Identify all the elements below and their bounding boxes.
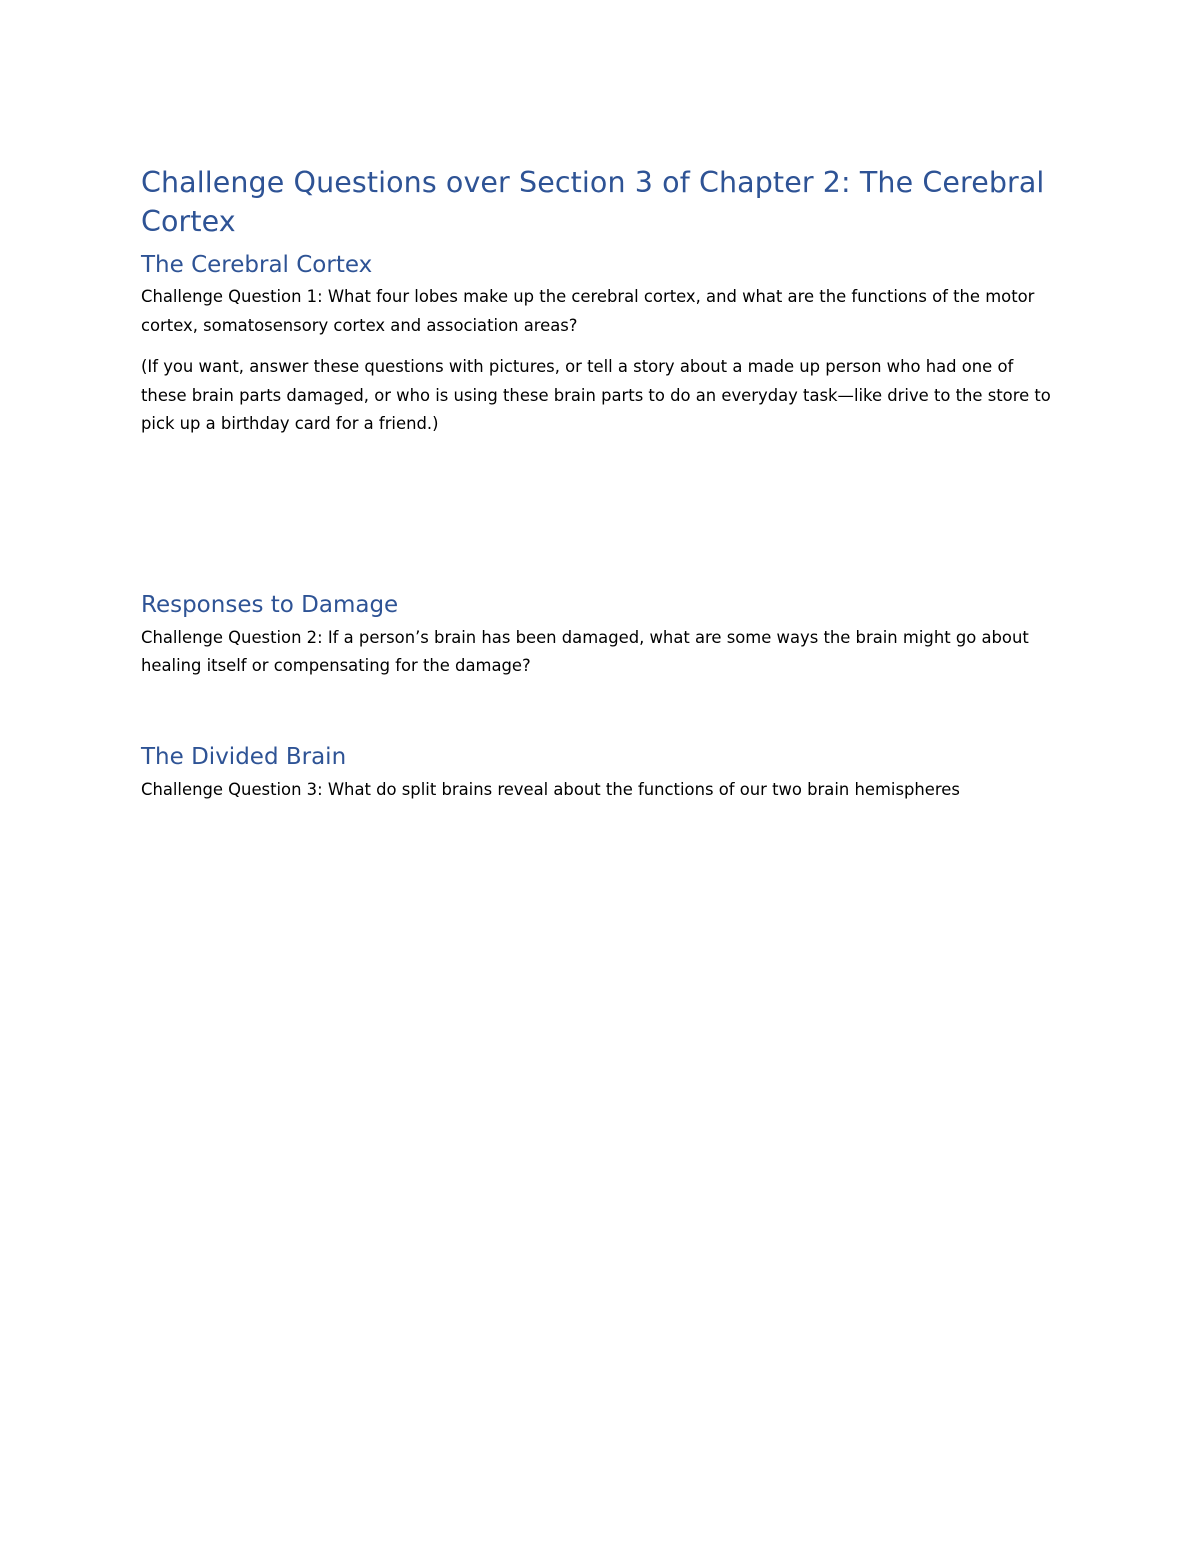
section-heading-cerebral-cortex: The Cerebral Cortex bbox=[141, 252, 373, 278]
document-body bbox=[141, 163, 1061, 804]
section-heading-divided-brain: The Divided Brain bbox=[141, 743, 347, 770]
document-title: Challenge Questions over Section 3 of Chapter 2: The Cerebral Cortex bbox=[141, 166, 1045, 238]
question-text: If a person’s brain has been damaged, what are some ways the brain might go about healing itself or compensating for the damage? bbox=[141, 627, 1029, 675]
question-text: What four lobes make up the cerebral cortex, and what are the functions of the motor cortex, somatosensory cortex and association areas? bbox=[141, 287, 1035, 335]
question-text: What do split brains reveal about the functions of our two brain hemispheres bbox=[322, 779, 960, 799]
challenge-question-1 bbox=[141, 283, 1061, 340]
question-label: Challenge Question 1: bbox=[141, 287, 323, 306]
question-label: Challenge Question 3: bbox=[141, 779, 323, 799]
answer-suggestion-note: (If you want, answer these questions with pictures, or tell a story about a made up person who had one of these brain parts damaged, or who is using these brain parts to do an everyday task—like drive to the store to pick up a birthday card for a friend.) bbox=[141, 357, 1051, 433]
question-label: Challenge Question 2: bbox=[141, 627, 323, 647]
challenge-question-2 bbox=[141, 624, 1061, 681]
section-heading-responses-to-damage: Responses to Damage bbox=[141, 591, 399, 618]
challenge-question-3 bbox=[141, 776, 1061, 805]
